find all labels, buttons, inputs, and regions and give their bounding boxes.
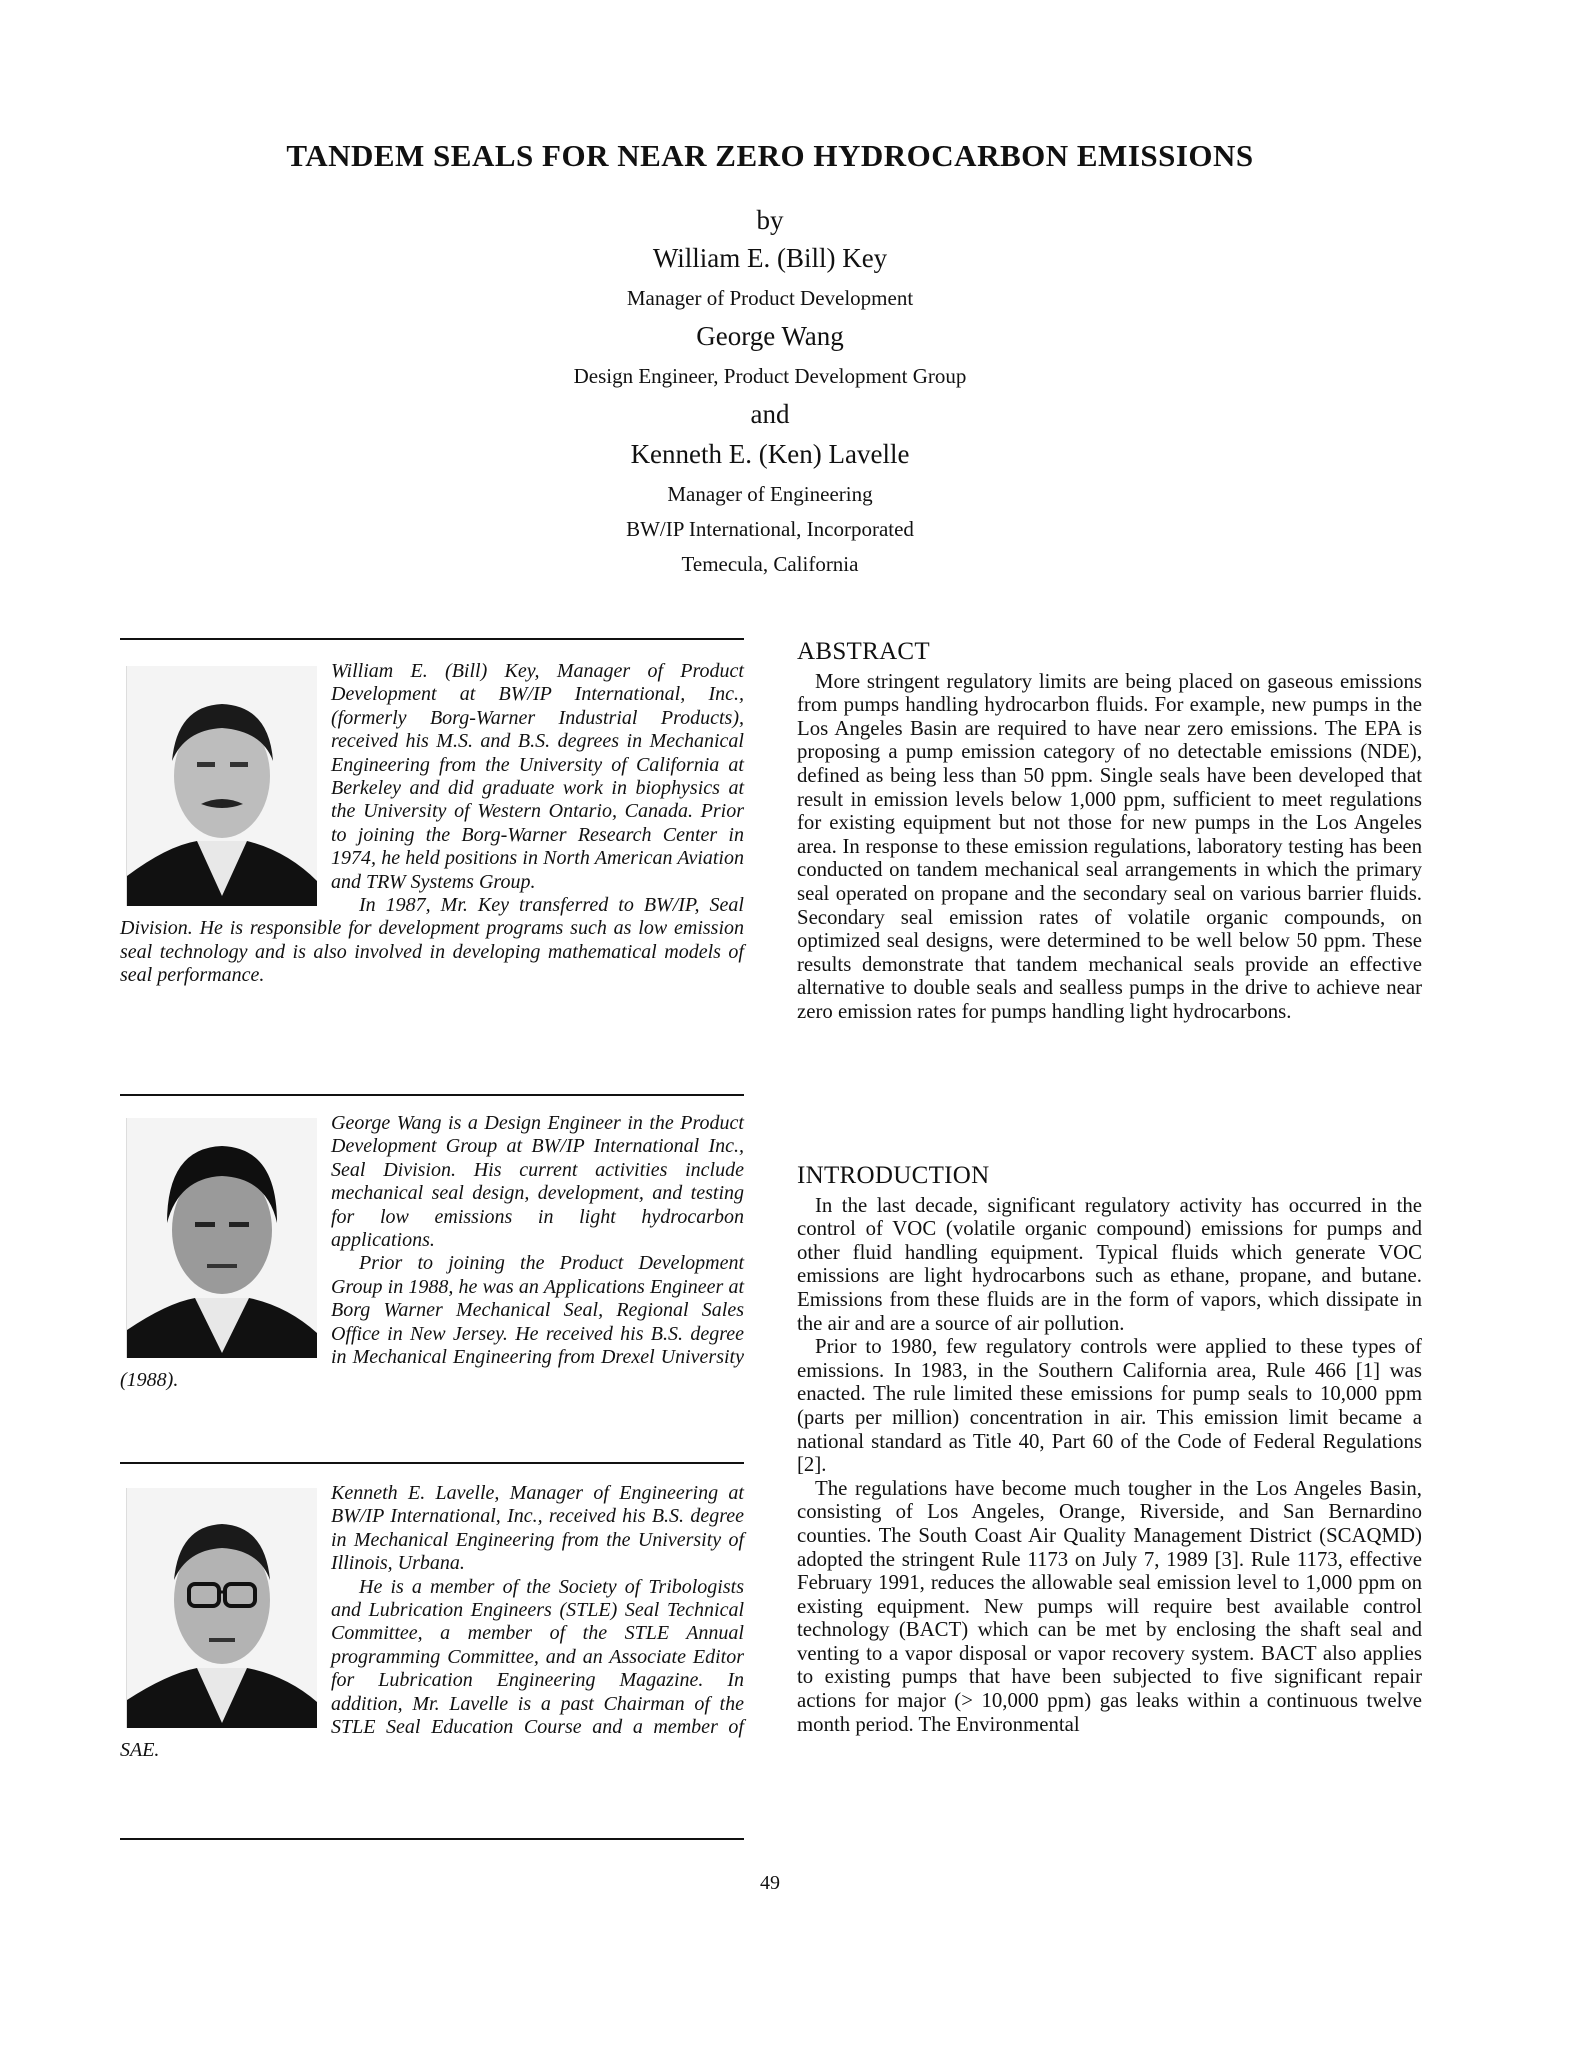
author3-role: Manager of Engineering (667, 482, 873, 506)
page-number: 49 (760, 1872, 780, 1894)
abstract-heading: ABSTRACT (797, 638, 930, 665)
location: Temecula, California (681, 552, 859, 576)
bio-rule-bottom (120, 1838, 744, 1840)
bio-lavelle-paragraph-1: Kenneth E. Lavelle, Manager of Engineering at BW/IP International, Inc., received his B.S. degree in Mechanical Engineering from the University of Illinois, Urbana. (331, 1482, 744, 1575)
byline-by: by (756, 205, 784, 235)
bio-lavelle-paragraph-2: He is a member of the Society of Tribologists and Lubrication Engineers (STLE) Seal Technical Committee, a member of the STLE Annual programming Committee, and an Associate Editor for Lubrication Engineering Magazine. In addition, Mr. Lavelle is a past Chairman of the STLE Seal Education Course and a member of SAE. (120, 1575, 744, 1762)
bio-wang-paragraph-2: Prior to joining the Product Development Group in 1988, he was an Applications Engineer at Borg Warner Mechanical Seal, Regional Sales Office in New Jersey. He received his B.S. degree in Mechanical Engineering from Drexel University (1988). (120, 1252, 744, 1392)
affiliation: BW/IP International, Incorporated (626, 517, 914, 541)
author3-name: Kenneth E. (Ken) Lavelle (630, 439, 910, 469)
bio-lavelle (120, 1482, 744, 1763)
author-photo-lavelle (126, 1488, 317, 1728)
abstract-text: More stringent regulatory limits are being placed on gaseous emissions from pumps handling hydrocarbon fluids. For example, new pumps in the Los Angeles Basin are required to have near zero emissions. The EPA is proposing a pump emission category of no detectable emissions (NDE), defined as being less than 50 ppm. Single seals have been developed that result in emission levels below 1,000 ppm, sufficient to meet regulations for existing equipment but not those for new pumps in the Los Angeles area. In response to these emission regulations, laboratory testing has been conducted on tandem mechanical seal arrangements in which the primary seal operated on propane and the secondary seal on various barrier fluids. Secondary seal emission rates of volatile organic compounds, on optimized seal designs, were determined to be well below 50 ppm. These results demonstrate that tandem mechanical seals provide an effective alternative to double seals and sealless pumps in the drive to achieve near zero emission rates for pumps handling light hydrocarbons. (797, 669, 1422, 1023)
bio-key-paragraph-2: In 1987, Mr. Key transferred to BW/IP, Seal Division. He is responsible for development programs such as low emission seal technology and is also involved in developing mathematical models of seal performance. (120, 894, 744, 987)
author1-role: Manager of Product Development (626, 286, 914, 310)
bio-key-paragraph-1: William E. (Bill) Key, Manager of Product Development at BW/IP International, Inc., (formerly Borg-Warner Industrial Products), received his M.S. and B.S. degrees in Mechanical Engineering from the University of California at Berkeley and did graduate work in biophysics at the University of Western Ontario, Canada. Prior to joining the Borg-Warner Research Center in 1974, he held positions in North American Aviation and TRW Systems Group. (331, 660, 744, 893)
introduction-heading: INTRODUCTION (797, 1162, 990, 1189)
bio-wang-paragraph-1: George Wang is a Design Engineer in the Product Development Group at BW/IP International Inc., Seal Division. His current activities include mechanical seal design, development, and testing for low emissions in light hydrocarbon applications. (331, 1112, 744, 1252)
author2-name: George Wang (696, 321, 844, 351)
bio-rule-top (120, 638, 744, 640)
introduction-section (797, 1164, 1422, 1736)
author-photo-wang (126, 1118, 317, 1358)
portrait-icon (127, 1118, 317, 1358)
author1-name: William E. (Bill) Key (652, 243, 888, 273)
byline-and: and (750, 399, 790, 429)
introduction-paragraph-3: The regulations have become much tougher in the Los Angeles Basin, consisting of Los Angeles, Orange, Riverside, and San Bernardino counties. The South Coast Air Quality Management District (SCAQMD) adopted the stringent Rule 1173 on July 7, 1989 [3]. Rule 1173, effective February 1991, reduces the allowable seal emission level to 1,000 ppm on existing equipment. New pumps will require best available control technology (BACT) which can be met by enclosing the shaft seal and venting to a vapor disposal or vapor recovery system. BACT also applies to existing pumps that have been subjected to five significant repair actions for major (> 10,000 ppm) gas leaks within a continuous twelve month period. The Environmental (797, 1476, 1422, 1736)
author-photo-key (126, 666, 317, 906)
abstract-section (797, 640, 1422, 1024)
introduction-paragraph-1: In the last decade, significant regulatory activity has occurred in the control of VOC (volatile organic compound) emissions for pumps and other fluid handling equipment. Typical fluids which generate VOC emissions are light hydrocarbons such as ethane, propane, and butane. Emissions from these fluids are in the form of vapors, which dissipate in the air and are a source of air pollution. (797, 1193, 1422, 1335)
introduction-paragraph-2: Prior to 1980, few regulatory controls were applied to these types of emissions. In 1983, in the Southern California area, Rule 466 [1] was enacted. The rule limited these emissions for pump seals to 10,000 ppm (parts per million) concentration in air. This emission limit became a national standard as Title 40, Part 60 of the Code of Federal Regulations [2]. (797, 1335, 1422, 1477)
bio-rule-2 (120, 1094, 744, 1096)
portrait-icon (127, 1488, 317, 1728)
bio-rule-3 (120, 1462, 744, 1464)
bio-wang (120, 1112, 744, 1393)
portrait-icon (127, 666, 317, 906)
bio-key (120, 660, 744, 988)
paper-title: TANDEM SEALS FOR NEAR ZERO HYDROCARBON EMISSIONS (286, 138, 1254, 173)
author2-role: Design Engineer, Product Development Group (573, 364, 967, 388)
